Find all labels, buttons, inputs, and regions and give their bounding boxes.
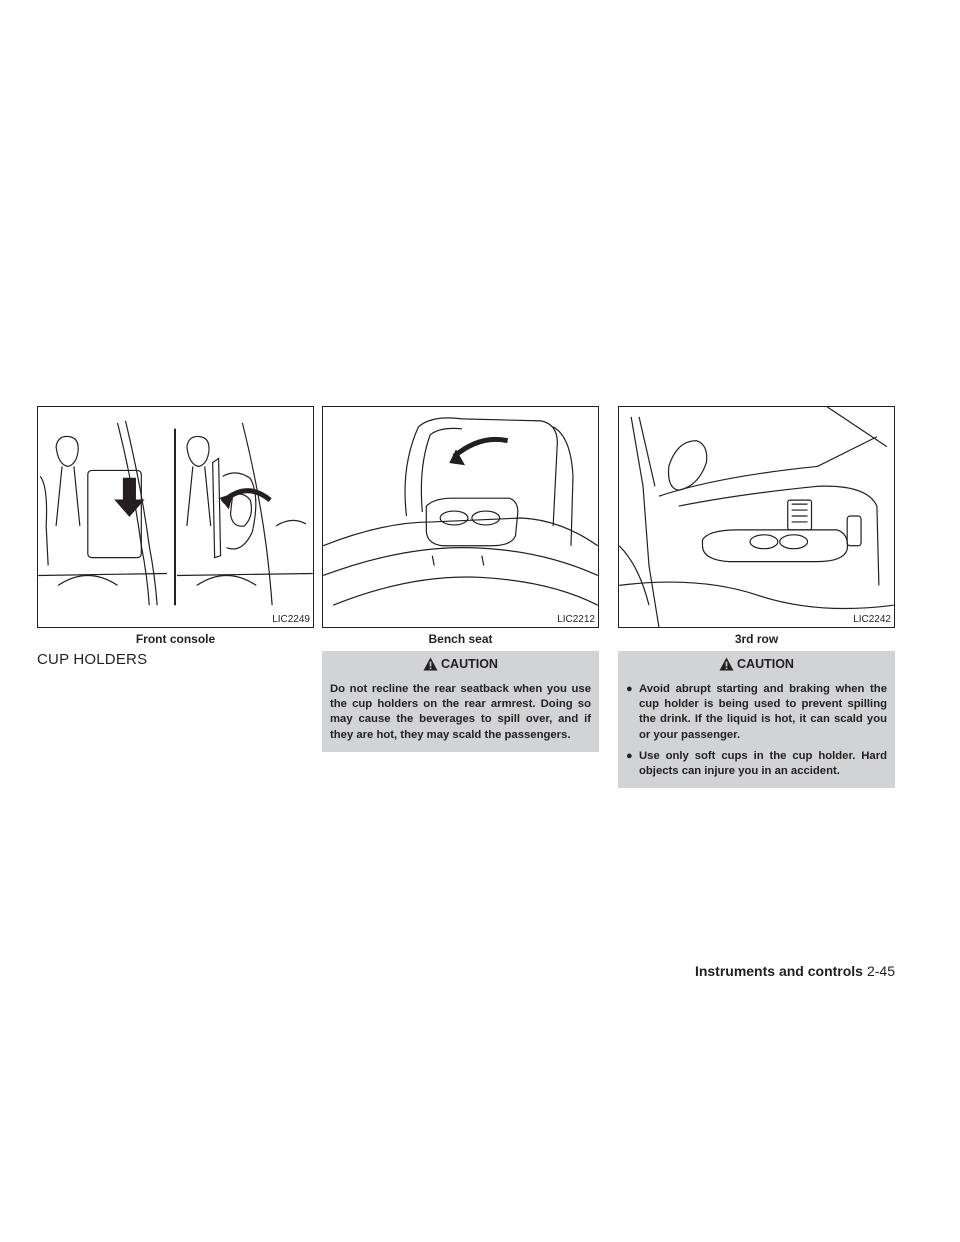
warning-icon (423, 657, 438, 671)
third-row-cupholder-illustration (619, 407, 894, 627)
figure-code: LIC2242 (853, 614, 891, 625)
front-console-cupholder-illustration (38, 407, 313, 627)
list-item-text: Avoid abrupt starting and braking when the cup holder is being used to prevent spilling the drink. If the liquid is hot, it can scald you or your passenger. (639, 683, 887, 741)
bullet-icon: ● (626, 683, 633, 695)
chapter-title: Instruments and controls (694, 963, 863, 979)
warning-icon (719, 657, 734, 671)
figure-code: LIC2212 (557, 614, 595, 625)
caution-list (626, 682, 887, 779)
list-item-text: Use only soft cups in the cup holder. Hard objects can injure you in an accident. (639, 749, 887, 778)
figure-bench-seat (322, 406, 599, 628)
page-footer (695, 963, 895, 979)
figure-third-row (618, 406, 895, 628)
page-number: 2-45 (866, 963, 895, 979)
section-title: CUP HOLDERS (37, 651, 148, 668)
figure-caption: Front console (135, 632, 216, 646)
figure-front-console (37, 406, 314, 628)
figure-code: LIC2249 (272, 614, 310, 625)
figure-caption: Bench seat (428, 632, 493, 646)
caution-heading-text: CAUTION (737, 657, 794, 671)
list-item (626, 682, 887, 743)
bullet-icon: ● (626, 749, 633, 762)
figure-caption: 3rd row (734, 632, 779, 646)
bench-seat-armrest-illustration (323, 407, 598, 627)
list-item (626, 749, 887, 779)
caution-heading (626, 656, 887, 672)
caution-box-seatback (322, 651, 599, 752)
caution-text: Do not recline the rear seatback when you use the cup holders on the rear armrest. Doing so may cause the beverages to spill over, and if they are hot, they may scald the passengers. (330, 683, 591, 741)
caution-heading (330, 656, 591, 672)
caution-box-cupholder (618, 651, 895, 788)
caution-heading-text: CAUTION (441, 657, 498, 671)
